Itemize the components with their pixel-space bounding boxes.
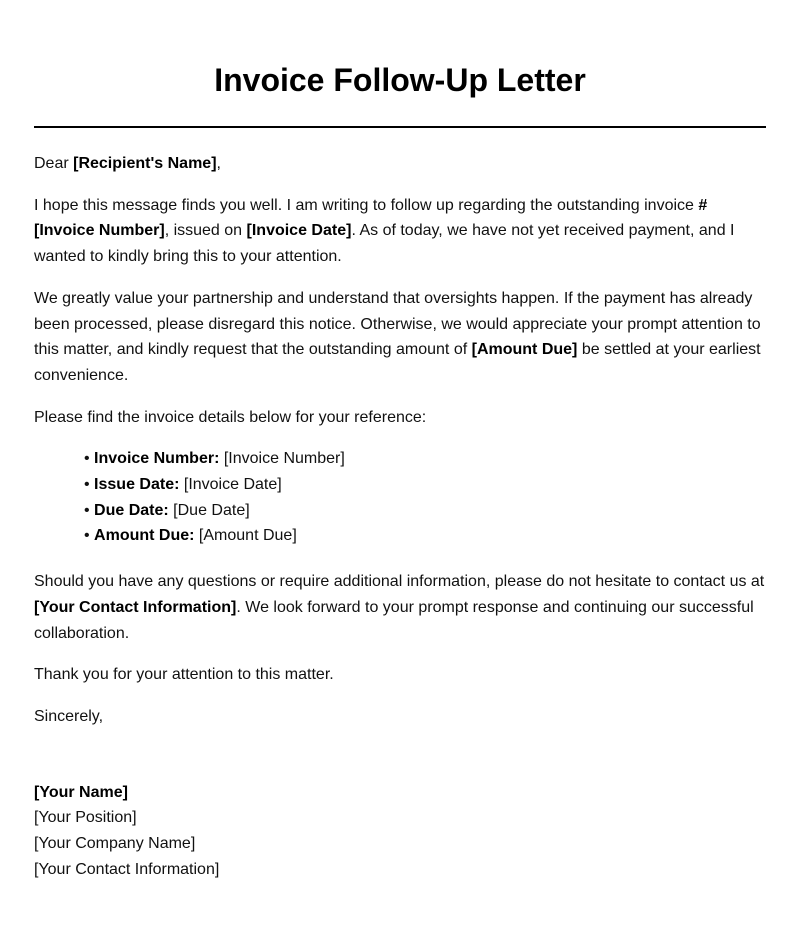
contact-text-2: . We look forward to your prompt response and continuing our successful collaboration.	[34, 598, 754, 642]
list-item	[84, 446, 766, 472]
paragraph-partnership	[34, 286, 766, 389]
intro-text-3: . As of today, we have not yet received payment, and I wanted to kindly bring this to your attention.	[34, 222, 735, 266]
paragraph-intro	[34, 193, 766, 270]
intro-text-2: , issued on	[164, 222, 247, 240]
detail-value: [Due Date]	[168, 501, 250, 519]
paragraph-thanks: Thank you for your attention to this matter.	[34, 666, 334, 684]
page-title: Invoice Follow-Up Letter	[214, 62, 586, 98]
closing: Sincerely,	[34, 707, 104, 725]
contact-info-ref: [Your Contact Information]	[34, 598, 237, 616]
salutation	[34, 151, 766, 177]
recipient-name: [Recipient's Name]	[73, 155, 217, 172]
amount-due-ref: [Amount Due]	[471, 341, 578, 359]
paragraph-details-intro: Please find the invoice details below for your reference:	[34, 408, 427, 426]
bullet: •	[84, 476, 95, 494]
salutation-prefix: Dear	[34, 155, 74, 172]
letter-body	[34, 151, 766, 730]
salutation-suffix: ,	[216, 155, 221, 172]
detail-value: [Invoice Date]	[179, 476, 282, 494]
signature-name: [Your Name]	[34, 783, 128, 801]
detail-value: [Amount Due]	[194, 527, 297, 545]
detail-label: Amount Due:	[94, 527, 195, 545]
title-divider	[34, 126, 766, 128]
invoice-number-ref: # [Invoice Number]	[34, 196, 708, 240]
detail-label: Invoice Number:	[94, 450, 220, 468]
bullet: •	[84, 501, 95, 519]
invoice-details-list	[34, 446, 766, 549]
detail-label: Due Date:	[94, 501, 169, 519]
signature-position: [Your Position]	[34, 809, 137, 827]
invoice-date-ref: [Invoice Date]	[246, 222, 352, 240]
partnership-text-2: be settled at your earliest convenience.	[34, 341, 761, 384]
list-item	[84, 498, 766, 524]
signature-contact: [Your Contact Information]	[34, 860, 220, 878]
detail-label: Issue Date:	[94, 476, 180, 494]
list-item	[84, 472, 766, 498]
bullet: •	[84, 450, 95, 468]
signature-company: [Your Company Name]	[34, 835, 196, 853]
signature-block	[34, 780, 766, 883]
list-item	[84, 523, 766, 549]
paragraph-contact	[34, 569, 766, 646]
partnership-text-1: We greatly value your partnership and understand that oversights happen. If the payment has already been processed, please disregard this notice. Otherwise, we would appreciate your prompt attention to this matter, and kindly request that the outstanding amount of	[34, 289, 761, 359]
intro-text-1: I hope this message finds you well. I am writing to follow up regarding the outstanding invoice	[34, 196, 699, 214]
contact-text-1: Should you have any questions or require additional information, please do not hesitate to contact us at	[34, 573, 765, 591]
detail-value: [Invoice Number]	[219, 450, 345, 468]
bullet: •	[84, 527, 95, 545]
